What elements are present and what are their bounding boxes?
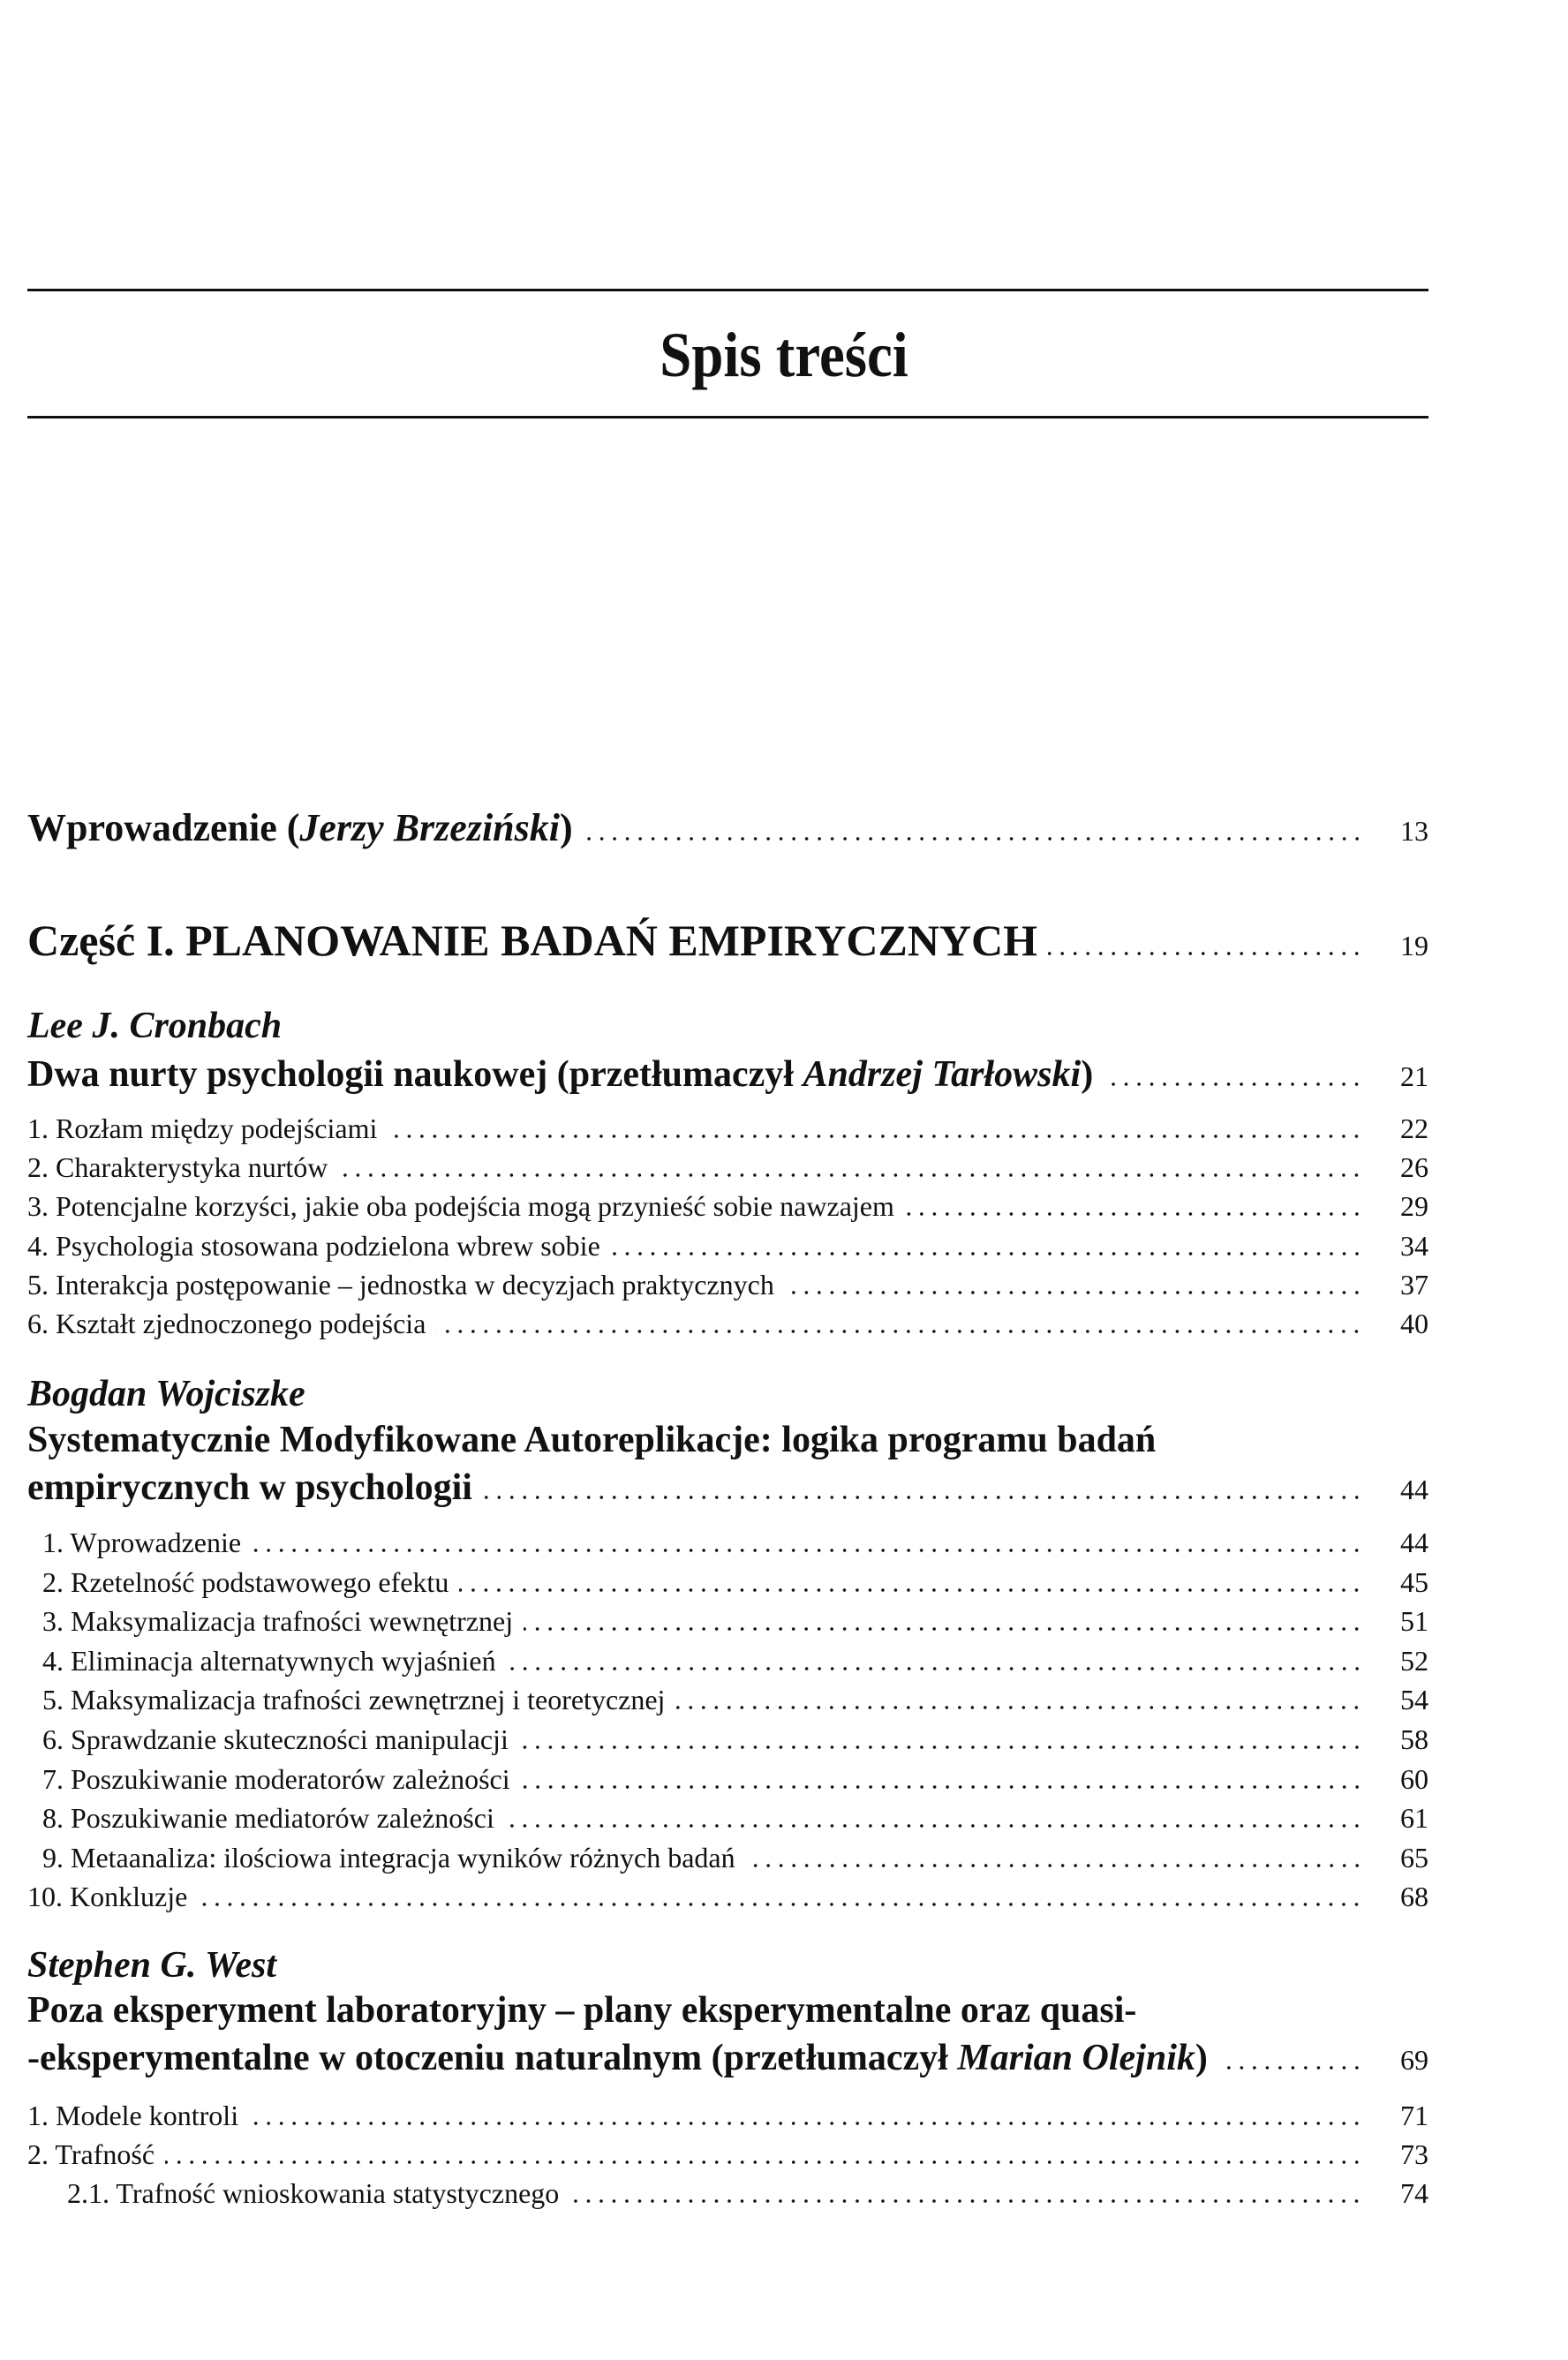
toc-section[interactable]	[42, 1723, 1429, 1756]
section-label: 8. Poszukiwanie mediatorów zależności	[42, 1802, 494, 1835]
dot-leader	[524, 1627, 1363, 1631]
dot-leader	[436, 1330, 1363, 1333]
toc-section[interactable]	[27, 1190, 1429, 1223]
toc-section[interactable]	[27, 2138, 1429, 2171]
page-number: 22	[1400, 1112, 1429, 1144]
dot-leader	[611, 1252, 1363, 1255]
page-number: 54	[1400, 1684, 1429, 1716]
dot-leader	[198, 1903, 1363, 1906]
dot-leader	[785, 1291, 1363, 1294]
toc-section[interactable]	[27, 1230, 1429, 1263]
section-label: 5. Maksymalizacja trafności zewnętrznej i teoretycznej	[42, 1684, 666, 1716]
section-label: 2. Rzetelność podstawowego efektu	[42, 1565, 449, 1598]
page-number: 13	[1400, 815, 1429, 847]
dot-leader	[746, 1864, 1363, 1867]
page-number: 29	[1400, 1190, 1429, 1223]
toc-section[interactable]	[42, 1645, 1429, 1678]
page-number: 52	[1400, 1644, 1429, 1677]
page-number: 34	[1400, 1229, 1429, 1262]
dot-leader	[165, 2160, 1363, 2164]
dot-leader	[388, 1135, 1363, 1138]
chapter-author: Lee J. Cronbach	[27, 1006, 283, 1046]
page-number: 65	[1400, 1841, 1429, 1874]
toc-section[interactable]	[27, 1112, 1429, 1145]
toc-section[interactable]	[42, 1527, 1429, 1559]
page-number: 44	[1400, 1474, 1429, 1505]
section-label: 3. Maksymalizacja trafności wewnętrznej	[42, 1605, 514, 1638]
chapter-author: Bogdan Wojciszke	[27, 1374, 305, 1414]
chapter-title-line[interactable]: Poza eksperyment laboratoryjny – plany eksperymentalne oraz quasi-	[27, 1990, 1137, 2031]
page-number: 68	[1400, 1881, 1429, 1913]
section-label: 10. Konkluzje	[27, 1881, 188, 1913]
chapter-title-line[interactable]: Systematycznie Modyfikowane Autoreplikacje: logika programu badań	[27, 1420, 1157, 1460]
page-number: 51	[1400, 1605, 1429, 1638]
dot-leader	[519, 1745, 1363, 1749]
intro-author: Jerzy Brzeziński	[299, 806, 560, 849]
page-number: 40	[1400, 1308, 1429, 1339]
page-number: 71	[1400, 2100, 1429, 2131]
dot-leader	[249, 2122, 1363, 2125]
dot-leader	[1218, 2066, 1363, 2070]
toc-chapter[interactable]: -eksperymentalne w otoczeniu naturalnym (przetłumaczył Marian Olejnik) 69	[27, 2038, 1429, 2078]
toc-section[interactable]	[42, 1684, 1429, 1716]
section-label: 7. Poszukiwanie moderatorów zależności	[42, 1762, 510, 1795]
toc-section[interactable]	[42, 1802, 1429, 1835]
section-label: 4. Eliminacja alternatywnych wyjaśnień	[42, 1644, 496, 1677]
section-label: 2.1. Trafność wnioskowania statystycznego	[67, 2177, 560, 2209]
dot-leader	[905, 1212, 1363, 1216]
dot-leader	[675, 1706, 1363, 1709]
toc-section[interactable]	[42, 1605, 1429, 1638]
page-number: 44	[1400, 1527, 1429, 1558]
toc-section[interactable]	[67, 2177, 1429, 2210]
section-label: 3. Potencjalne korzyści, jakie oba podejścia mogą przynieść sobie nawzajem	[27, 1190, 894, 1223]
dot-leader	[521, 1785, 1363, 1789]
toc-section[interactable]	[27, 2100, 1429, 2132]
dot-leader	[1104, 1082, 1363, 1086]
toc-section[interactable]	[27, 1881, 1429, 1913]
page-number: 26	[1400, 1151, 1429, 1184]
toc-chapter[interactable]: empirycznych w psychologii 44	[27, 1467, 1429, 1508]
dot-leader	[483, 1496, 1363, 1499]
page-number: 58	[1400, 1723, 1429, 1755]
page-number: 19	[1400, 930, 1429, 961]
dot-leader	[505, 1824, 1363, 1828]
page-number: 61	[1400, 1802, 1429, 1835]
section-label: 4. Psychologia stosowana podzielona wbrew sobie	[27, 1229, 600, 1262]
toc-section[interactable]	[27, 1151, 1429, 1184]
page-number: 74	[1400, 2177, 1429, 2209]
section-label: 5. Interakcja postępowanie – jednostka w decyzjach praktycznych	[27, 1268, 774, 1301]
page-title: Spis treści	[660, 320, 908, 390]
toc-section[interactable]	[42, 1763, 1429, 1796]
dot-leader	[507, 1667, 1363, 1670]
dot-leader	[1048, 952, 1363, 955]
section-label: 1. Rozłam między podejściami	[27, 1112, 378, 1144]
bottom-rule	[27, 416, 1429, 418]
dot-leader	[584, 837, 1363, 841]
toc-section[interactable]	[27, 1269, 1429, 1301]
toc-section[interactable]	[42, 1566, 1429, 1599]
section-label: 6. Kształt zjednoczonego podejścia	[27, 1308, 426, 1339]
dot-leader	[459, 1588, 1363, 1592]
page-number: 21	[1400, 1060, 1429, 1092]
section-label: 2. Charakterystyka nurtów	[27, 1151, 328, 1184]
toc-intro[interactable]: Wprowadzenie (Jerzy Brzeziński) 13	[27, 806, 1429, 849]
section-label: 9. Metaanaliza: ilościowa integracja wyników różnych badań	[42, 1841, 735, 1874]
chapter-author: Stephen G. West	[27, 1945, 276, 1986]
section-label: 6. Sprawdzanie skuteczności manipulacji	[42, 1723, 509, 1755]
toc-chapter[interactable]: Dwa nurty psychologii naukowej (przetłumaczył Andrzej Tarłowski) 21	[27, 1054, 1429, 1095]
dot-leader	[569, 2199, 1363, 2203]
toc-section[interactable]	[27, 1308, 1429, 1340]
dot-leader	[252, 1549, 1363, 1552]
section-label: 1. Modele kontroli	[27, 2100, 239, 2131]
section-label: 1. Wprowadzenie	[42, 1527, 242, 1558]
page-number: 69	[1400, 2044, 1429, 2076]
section-label: 2. Trafność	[27, 2138, 155, 2170]
page-number: 60	[1400, 1762, 1429, 1795]
toc-part-1[interactable]: Część I. PLANOWANIE BADAŃ EMPIRYCZNYCH 19	[27, 916, 1429, 965]
top-rule	[27, 289, 1429, 291]
page-number: 45	[1400, 1565, 1429, 1598]
dot-leader	[338, 1173, 1363, 1177]
page-number: 73	[1400, 2138, 1429, 2170]
page-number: 37	[1400, 1268, 1429, 1301]
toc-section[interactable]	[42, 1842, 1429, 1874]
